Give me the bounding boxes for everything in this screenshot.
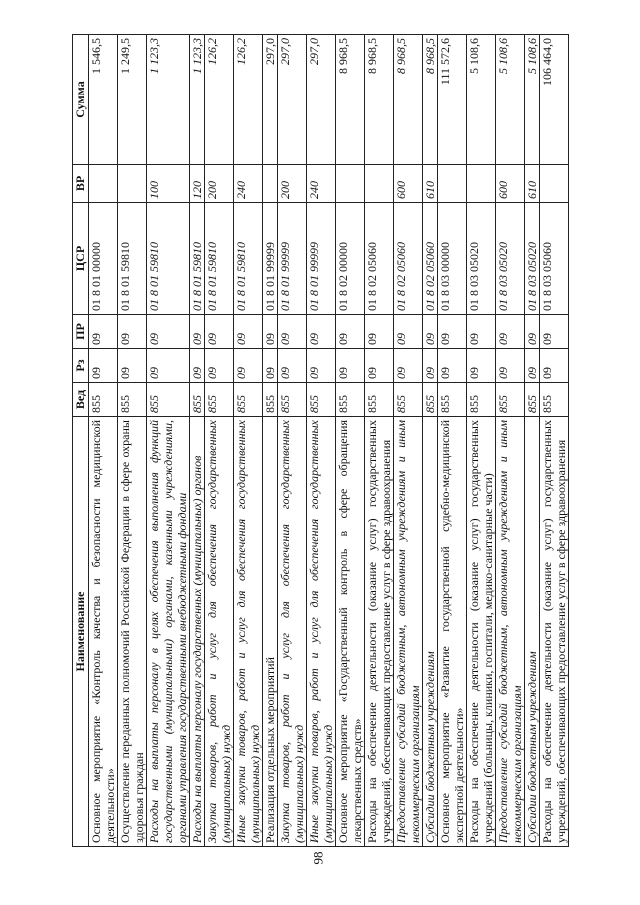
row-pr-cell: 09	[278, 315, 307, 349]
header-csr: ЦСР	[73, 203, 89, 315]
row-pr-cell: 09	[147, 315, 190, 349]
row-sum-cell: 1 123,3	[190, 35, 205, 165]
table-row	[423, 35, 438, 847]
row-sum-cell: 5 108,6	[525, 35, 540, 165]
row-csr-cell: 01 8 01 99999	[263, 203, 278, 315]
row-vr-cell: 610	[423, 165, 438, 203]
row-name-cell: Основное мероприятие «Развитие государственной судебно-медицинской экспертной деятельности»	[438, 417, 467, 847]
row-csr-cell: 01 8 01 59810	[147, 203, 190, 315]
row-ved-cell: 855	[438, 383, 467, 417]
row-pr-cell: 09	[205, 315, 234, 349]
row-rz-cell: 09	[394, 349, 423, 383]
row-ved-cell: 855	[540, 383, 569, 417]
row-name-cell: Расходы на обеспечение деятельности (оказание услуг) государственных учреждений, обеспечивающих предоставление услуг в сфере здравоохранения	[540, 417, 569, 847]
row-rz-cell: 09	[496, 349, 525, 383]
row-vr-cell: 600	[496, 165, 525, 203]
row-rz-cell: 09	[525, 349, 540, 383]
row-rz-cell: 09	[118, 349, 147, 383]
row-csr-cell: 01 8 02 05060	[423, 203, 438, 315]
row-ved-cell: 855	[525, 383, 540, 417]
row-name-cell: Основное мероприятие «Государственный контроль в сфере обращения лекарственных средств»	[336, 417, 365, 847]
table-header-row	[73, 35, 89, 847]
table-row	[307, 35, 336, 847]
row-csr-cell: 01 8 03 05060	[540, 203, 569, 315]
row-sum-cell: 8 968,5	[394, 35, 423, 165]
row-ved-cell: 855	[423, 383, 438, 417]
table-row	[394, 35, 423, 847]
row-sum-cell: 8 968,5	[365, 35, 394, 165]
row-pr-cell: 09	[89, 315, 118, 349]
budget-table	[72, 34, 569, 847]
row-vr-cell: 610	[525, 165, 540, 203]
row-name-cell: Предоставление субсидий бюджетным, автономным учреждениям и иным некоммерческим организациям	[394, 417, 423, 847]
row-csr-cell: 01 8 01 00000	[89, 203, 118, 315]
row-csr-cell: 01 8 02 00000	[336, 203, 365, 315]
row-ved-cell: 855	[234, 383, 263, 417]
page-number: 98	[310, 851, 326, 865]
row-vr-cell	[438, 165, 467, 203]
row-ved-cell: 855	[118, 383, 147, 417]
row-vr-cell: 240	[234, 165, 263, 203]
row-name-cell: Иные закупки товаров, работ и услуг для обеспечения государственных (муниципальных) нужд	[307, 417, 336, 847]
row-ved-cell: 855	[89, 383, 118, 417]
row-csr-cell: 01 8 02 05060	[365, 203, 394, 315]
row-pr-cell: 09	[336, 315, 365, 349]
row-name-cell: Расходы на выплаты персоналу в целях обеспечения выполнения функций государственными (муниципальными) органами, казенными учреждениями, органами управления государственными внебюджетными фондами	[147, 417, 190, 847]
row-vr-cell: 240	[307, 165, 336, 203]
row-pr-cell: 09	[525, 315, 540, 349]
row-sum-cell: 5 108,6	[496, 35, 525, 165]
row-pr-cell: 09	[307, 315, 336, 349]
row-vr-cell	[118, 165, 147, 203]
row-name-cell: Реализация отдельных мероприятий	[263, 417, 278, 847]
row-ved-cell: 855	[147, 383, 190, 417]
row-pr-cell: 09	[394, 315, 423, 349]
row-name-cell: Иные закупки товаров, работ и услуг для обеспечения государственных (муниципальных) нужд	[234, 417, 263, 847]
row-pr-cell: 09	[423, 315, 438, 349]
row-name-cell: Расходы на обеспечение деятельности (оказание услуг) государственных учреждений (больницы, клиники, госпитали, медико-санитарные части)	[467, 417, 496, 847]
row-rz-cell: 09	[278, 349, 307, 383]
row-ved-cell: 855	[496, 383, 525, 417]
row-rz-cell: 09	[467, 349, 496, 383]
table-row	[278, 35, 307, 847]
row-csr-cell: 01 8 02 05060	[394, 203, 423, 315]
row-rz-cell: 09	[147, 349, 190, 383]
row-pr-cell: 09	[263, 315, 278, 349]
table-row	[190, 35, 205, 847]
table-row	[496, 35, 525, 847]
row-vr-cell: 600	[394, 165, 423, 203]
table-row	[263, 35, 278, 847]
row-ved-cell: 855	[307, 383, 336, 417]
row-pr-cell: 09	[365, 315, 394, 349]
row-csr-cell: 01 8 01 99999	[307, 203, 336, 315]
row-ved-cell: 855	[278, 383, 307, 417]
row-sum-cell: 111 572,6	[438, 35, 467, 165]
row-name-cell: Расходы на обеспечение деятельности (оказание услуг) государственных учреждений, обеспечивающих предоставление услуг в сфере здравоохранения	[365, 417, 394, 847]
row-ved-cell: 855	[190, 383, 205, 417]
row-pr-cell: 09	[190, 315, 205, 349]
row-name-cell: Субсидии бюджетным учреждениям	[525, 417, 540, 847]
row-sum-cell: 106 464,0	[540, 35, 569, 165]
row-csr-cell: 01 8 01 59810	[190, 203, 205, 315]
row-sum-cell: 297,0	[263, 35, 278, 165]
row-rz-cell: 09	[190, 349, 205, 383]
table-row	[147, 35, 190, 847]
table-row	[205, 35, 234, 847]
row-ved-cell: 855	[205, 383, 234, 417]
row-rz-cell: 09	[205, 349, 234, 383]
row-rz-cell: 09	[307, 349, 336, 383]
row-pr-cell: 09	[234, 315, 263, 349]
row-rz-cell: 09	[263, 349, 278, 383]
row-vr-cell: 100	[147, 165, 190, 203]
row-sum-cell: 1 546,5	[89, 35, 118, 165]
table-row	[118, 35, 147, 847]
row-name-cell: Предоставление субсидий бюджетным, автономным учреждениям и иным некоммерческим организациям	[496, 417, 525, 847]
row-vr-cell	[89, 165, 118, 203]
header-name: Наименование	[73, 417, 89, 847]
table-row	[336, 35, 365, 847]
row-vr-cell	[467, 165, 496, 203]
row-rz-cell: 09	[89, 349, 118, 383]
row-pr-cell: 09	[496, 315, 525, 349]
table-row	[525, 35, 540, 847]
row-csr-cell: 01 8 01 59810	[118, 203, 147, 315]
table-row	[467, 35, 496, 847]
header-pr: ПР	[73, 315, 89, 349]
row-ved-cell: 855	[394, 383, 423, 417]
row-csr-cell: 01 8 03 05020	[525, 203, 540, 315]
row-sum-cell: 126,2	[205, 35, 234, 165]
header-sum: Сумма	[73, 35, 89, 165]
table-row	[540, 35, 569, 847]
row-ved-cell: 855	[263, 383, 278, 417]
row-name-cell: Осуществление переданных полномочий Российской Федерации в сфере охраны здоровья граждан	[118, 417, 147, 847]
row-vr-cell	[365, 165, 394, 203]
row-sum-cell: 297,0	[307, 35, 336, 165]
table-row	[365, 35, 394, 847]
table-body	[89, 35, 569, 847]
row-sum-cell: 1 123,3	[147, 35, 190, 165]
table-row	[89, 35, 118, 847]
row-sum-cell: 8 968,5	[423, 35, 438, 165]
table-row	[234, 35, 263, 847]
row-name-cell: Основное мероприятие «Контроль качества и безопасности медицинской деятельности»	[89, 417, 118, 847]
row-vr-cell	[540, 165, 569, 203]
row-pr-cell: 09	[438, 315, 467, 349]
row-sum-cell: 1 249,5	[118, 35, 147, 165]
row-sum-cell: 297,0	[278, 35, 307, 165]
header-rz: Рз	[73, 349, 89, 383]
row-rz-cell: 09	[234, 349, 263, 383]
row-name-cell: Субсидии бюджетным учреждениям	[423, 417, 438, 847]
header-ved: Вед	[73, 383, 89, 417]
row-rz-cell: 09	[540, 349, 569, 383]
row-vr-cell	[336, 165, 365, 203]
row-sum-cell: 8 968,5	[336, 35, 365, 165]
row-rz-cell: 09	[336, 349, 365, 383]
row-sum-cell: 5 108,6	[467, 35, 496, 165]
row-ved-cell: 855	[365, 383, 394, 417]
header-vr: ВР	[73, 165, 89, 203]
row-rz-cell: 09	[365, 349, 394, 383]
row-csr-cell: 01 8 03 00000	[438, 203, 467, 315]
row-rz-cell: 09	[438, 349, 467, 383]
row-vr-cell: 200	[205, 165, 234, 203]
row-name-cell: Закупка товаров, работ и услуг для обеспечения государственных (муниципальных) нужд	[205, 417, 234, 847]
row-sum-cell: 126,2	[234, 35, 263, 165]
row-csr-cell: 01 8 01 99999	[278, 203, 307, 315]
row-csr-cell: 01 8 03 05020	[467, 203, 496, 315]
row-pr-cell: 09	[467, 315, 496, 349]
row-ved-cell: 855	[467, 383, 496, 417]
row-pr-cell: 09	[540, 315, 569, 349]
rotated-budget-table-container	[72, 35, 580, 847]
row-csr-cell: 01 8 01 59810	[234, 203, 263, 315]
row-name-cell: Закупка товаров, работ и услуг для обеспечения государственных (муниципальных) нужд	[278, 417, 307, 847]
row-vr-cell: 200	[278, 165, 307, 203]
row-vr-cell	[263, 165, 278, 203]
row-csr-cell: 01 8 03 05020	[496, 203, 525, 315]
row-ved-cell: 855	[336, 383, 365, 417]
row-name-cell: Расходы на выплаты персоналу государственных (муниципальных) органов	[190, 417, 205, 847]
row-rz-cell: 09	[423, 349, 438, 383]
row-pr-cell: 09	[118, 315, 147, 349]
row-csr-cell: 01 8 01 59810	[205, 203, 234, 315]
row-vr-cell: 120	[190, 165, 205, 203]
table-row	[438, 35, 467, 847]
